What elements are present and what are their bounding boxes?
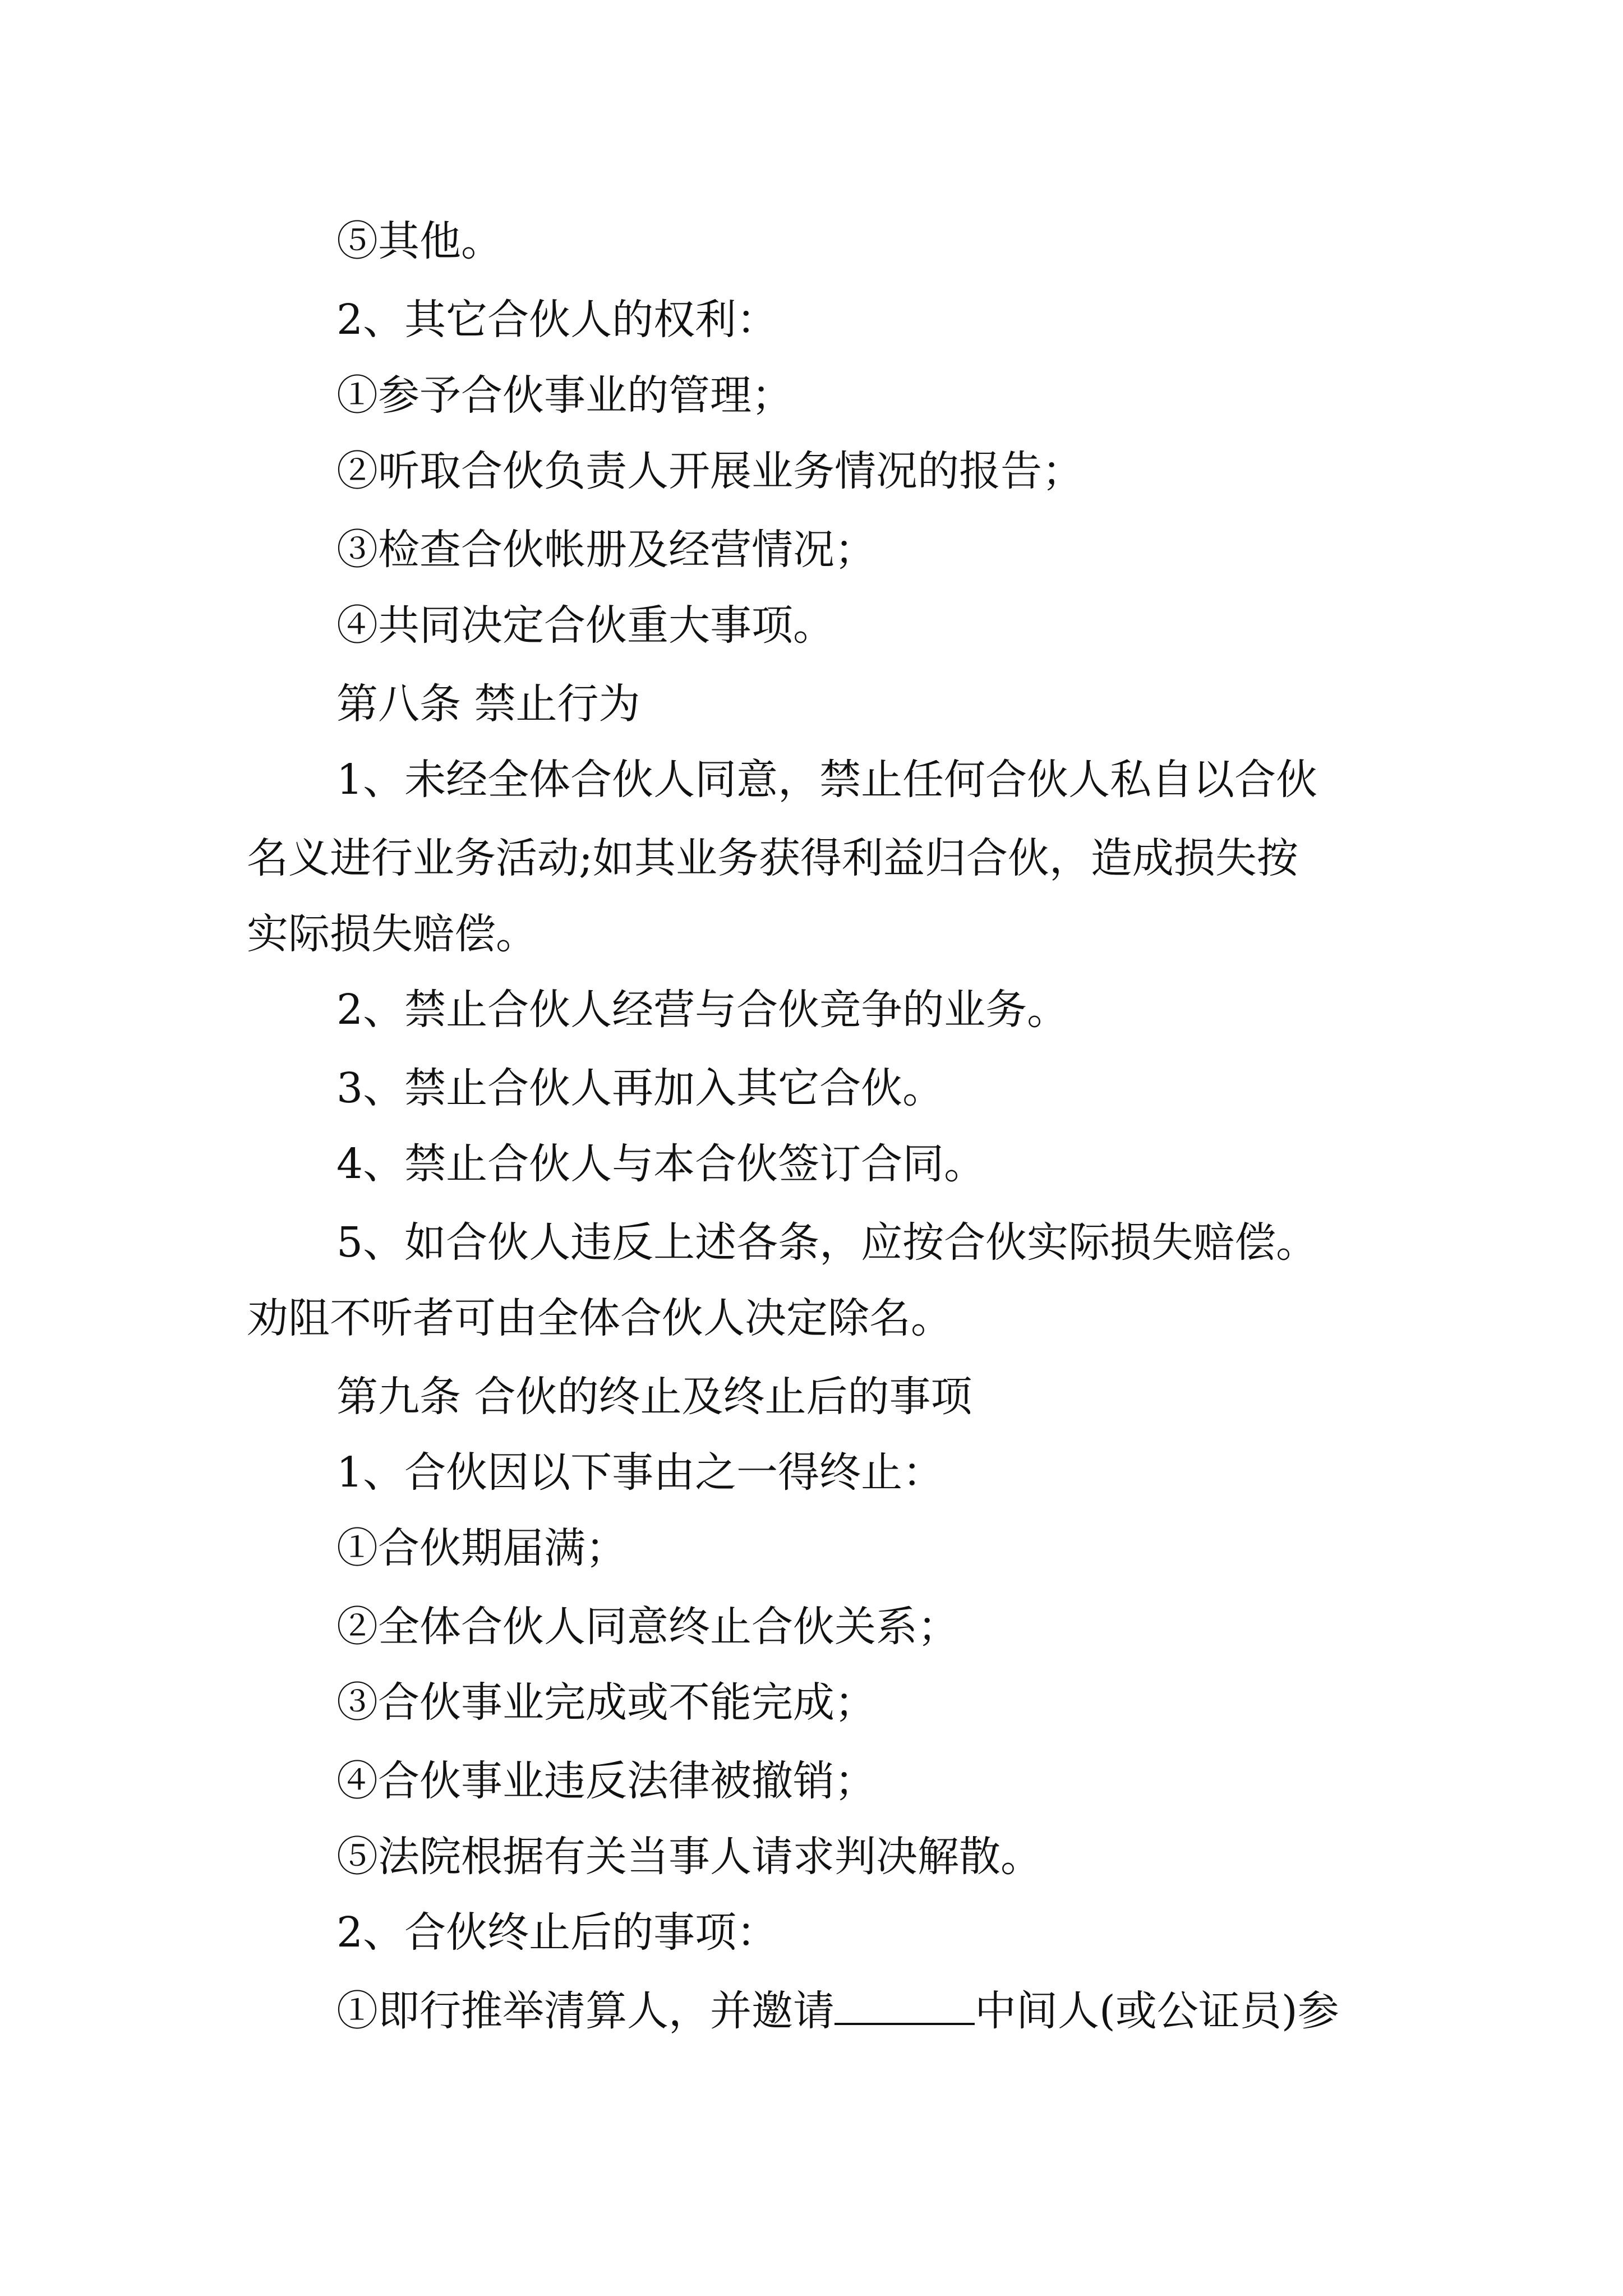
text-line: ④共同决定合伙重大事项。 [336, 601, 834, 650]
text-line: 1、合伙因以下事由之一得终止： [336, 1448, 944, 1497]
section-heading: 第九条 合伙的终止及终止后的事项 [336, 1373, 972, 1421]
text-segment: ①即行推举清算人，并邀请 [336, 1987, 834, 2035]
text-line: ②全体合伙人同意终止合伙关系； [336, 1603, 959, 1651]
text-line: ④合伙事业违反法律被撤销； [336, 1757, 876, 1805]
text-line: ⑤法院根据有关当事人请求判决解散。 [336, 1833, 1042, 1881]
text-line: ①参予合伙事业的管理； [336, 371, 793, 420]
text-line: 名义进行业务活动;如其业务获得利益归合伙，造成损失按 [247, 834, 1298, 882]
section-heading: 第八条 禁止行为 [336, 680, 640, 728]
text-line: 实际损失赔偿。 [247, 910, 537, 958]
text-segment: 中间人(或公证员)参 [975, 1987, 1339, 2035]
text-line: 2、合伙终止后的事项： [336, 1908, 778, 1957]
text-line: ⑤其他。 [336, 217, 502, 265]
text-line: 劝阻不听者可由全体合伙人决定除名。 [247, 1294, 952, 1342]
text-line: 2、其它合伙人的权利： [336, 296, 778, 344]
text-line: ③检查合伙帐册及经营情况； [336, 526, 876, 574]
text-line: 3、禁止合伙人再加入其它合伙。 [336, 1064, 944, 1112]
fill-in-blank [834, 1988, 975, 2025]
text-line: 2、禁止合伙人经营与合伙竞争的业务。 [336, 986, 1069, 1034]
text-line: 4、禁止合伙人与本合伙签订合同。 [336, 1140, 986, 1188]
text-line: ②听取合伙负责人开展业务情况的报告； [336, 447, 1083, 495]
text-line: ③合伙事业完成或不能完成； [336, 1678, 876, 1727]
text-line: ①合伙期届满； [336, 1524, 627, 1572]
text-line: 5、如合伙人违反上述各条，应按合伙实际损失赔偿。 [336, 1218, 1318, 1267]
text-line-with-blank [336, 1983, 1339, 2039]
text-line: 1、未经全体合伙人同意，禁止任何合伙人私自以合伙 [336, 756, 1318, 804]
